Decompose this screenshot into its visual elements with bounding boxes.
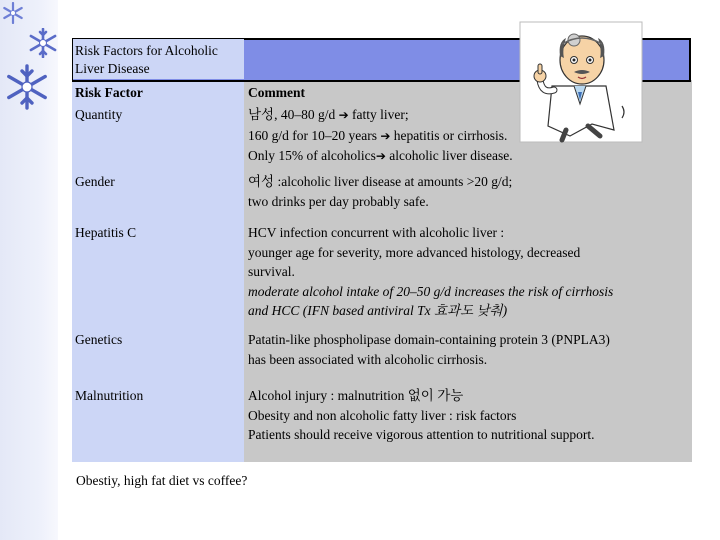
gender-line2: two drinks per day probably safe. [248,193,429,209]
malnutrition-line3: Patients should receive vigorous attention to nutritional support. [248,427,595,442]
col-header-risk-factor: Risk Factor [75,85,143,100]
quantity-line3-text: Only 15% of alcoholics [248,148,376,163]
hepatitis-line4: moderate alcohol intake of 20–50 g/d increases the risk of cirrhosis [248,283,614,299]
col-header-comment: Comment [248,85,305,100]
arrow-right-icon: ➔ [380,128,391,143]
row-quantity-comment [248,105,513,167]
quantity-line2-text: 160 g/d for 10–20 years [248,127,381,143]
row-genetics-factor: Genetics [75,332,123,347]
genetics-line2: has been associated with alcoholic cirrhosis. [248,351,488,367]
quantity-line1-text: 남성, 40–80 g/d [248,107,339,122]
row-gender-factor: Gender [75,174,115,189]
row-malnutrition-comment [248,386,594,445]
hepatitis-line1: HCV infection concurrent with alcoholic liver : [248,225,505,240]
gender-line1: 여성 :alcoholic liver disease at amounts >20 g/d; [248,174,513,189]
footer-note: Obestiy, high fat diet vs coffee? [76,473,248,488]
quantity-line3-result: alcoholic liver disease. [385,148,513,163]
row-quantity-factor: Quantity [75,107,123,122]
table-title-line2: Liver Disease [75,61,150,76]
arrow-right-icon: ➔ [375,149,386,163]
snowflake-icon [2,2,24,24]
row-genetics-comment [248,330,610,369]
arrow-right-icon: ➔ [338,108,349,122]
table-title-line1: Risk Factors for Alcoholic [75,43,218,58]
snowflake-icon [4,64,50,110]
row-hepatitis-c-comment [248,223,613,321]
quantity-line1-result: fatty liver; [348,107,409,122]
quantity-line2-result: hepatitis or cirrhosis. [390,127,508,143]
hepatitis-line2: younger age for severity, more advanced histology, decreased [248,244,581,260]
hepatitis-line3: survival. [248,264,295,279]
doctor-thumbs-up-illustration [518,20,644,144]
row-gender-comment [248,172,512,211]
hepatitis-line5: and HCC (IFN based antiviral Tx 효과도 낮춰) [248,303,508,318]
malnutrition-line1: Alcohol injury : malnutrition 없이 가능 [248,388,464,403]
row-malnutrition-factor: Malnutrition [75,388,144,403]
genetics-line1: Patatin-like phospholipase domain-containing protein 3 (PNPLA3) [248,332,610,347]
snowflake-icon [28,28,58,58]
malnutrition-line2: Obesity and non alcoholic fatty liver : risk factors [248,407,517,423]
table-title [75,42,243,78]
row-hepatitis-c-factor: Hepatitis C [75,225,137,240]
